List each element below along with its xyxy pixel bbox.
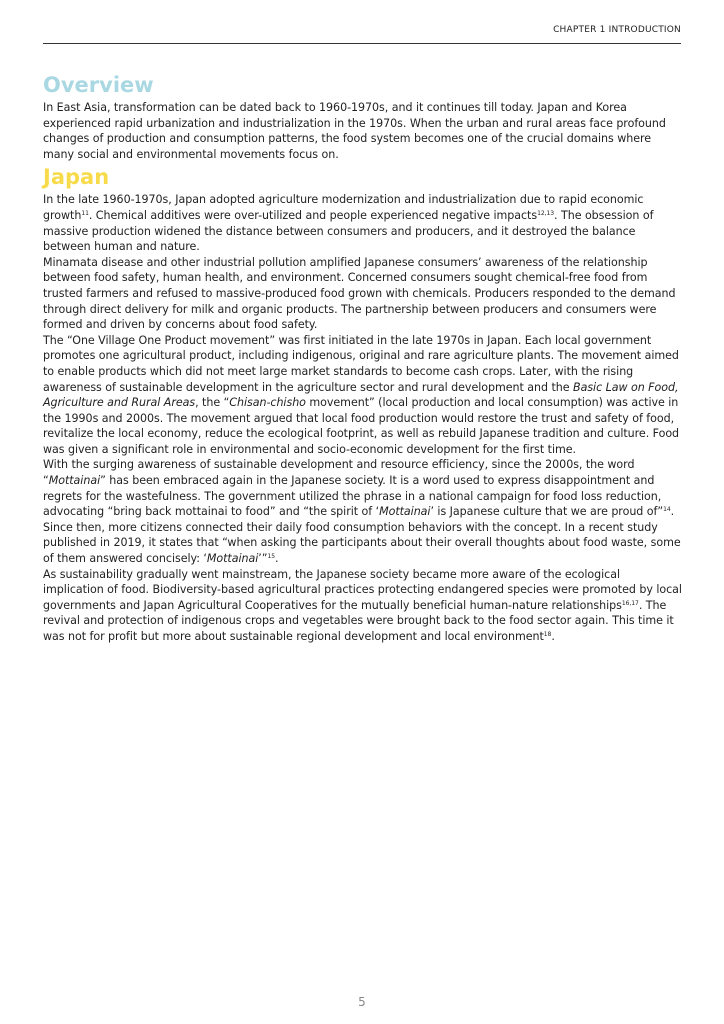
header-divider xyxy=(43,43,681,44)
law-title: Basic Law on Food, Agriculture and Rural Areas xyxy=(43,380,679,410)
footnote-ref: 18 xyxy=(543,631,552,638)
japan-paragraph-2: Minamata disease and other industrial pollution amplified Japanese consumers’ awareness of the relationship between food safety, human health, and environment. Concerned consumers sought chemical-free food from trusted farmers and refused to massive-produced food grown with chemicals. Producers responded to the demand through direct delivery for milk and organic products. The partnership between producers and consumers were formed and driven by concerns about food safety. xyxy=(43,255,676,332)
chisan-chisho-term: Chisan-chisho xyxy=(229,396,306,410)
page-number: 5 xyxy=(358,995,366,1009)
running-header: CHAPTER 1 INTRODUCTION xyxy=(553,25,681,35)
footnote-ref: 12,13 xyxy=(537,209,555,217)
japan-paragraph-1: In the late 1960-1970s, Japan adopted agriculture modernization and industrialization due to rapid economic growth$^{11}$. Chemical additives were over-utilized and people experienced negative impacts$^{12,13}$. The obsession of massive production widened the distance between consumers and producers, and it destroyed the balance between human and nature. xyxy=(43,193,654,254)
japan-paragraph-3: The “One Village One Product movement” was first initiated in the late 1970s in Japan. Each local government promotes one agricultural product, including indigenous, original and rare agriculture plants. The movement aimed to enable products which did not meet large market standards to become cash crops. Later, with the rising awareness of sustainable development in the agriculture sector and rural development and the Basic Law on Food, Agriculture and Rural Areas, the “Chisan-chisho movement” (local production and local consumption) was active in the 1990s and 2000s. The movement argued that local food production would restore the trust and safety of food, revitalize the local economy, reduce the ecological footprint, as well as rebuild Japanese tradition and culture. Food was given a significant role in environmental and socio-economic development for the first time. xyxy=(43,333,680,456)
japan-paragraph-4: With the surging awareness of sustainable development and resource efficiency, since the 2000s, the word “Mottainai” has been embraced again in the Japanese society. It is a word used to express disappointment and regrets for the wastefulness. The government utilized the phrase in a national campaign for food loss reduction, advocating “bring back mottainai to food” and “the spirit of ‘Mottainai’ is Japanese culture that we are proud of”$^{14}$. Since then, more citizens connected their daily food consumption behaviors with the concept. In a recent study published in 2019, it states that “when asking the participants about their overall thoughts about food waste, some of them answered concisely: ‘Mottainai’”$^{15}$. xyxy=(43,458,681,566)
footnote-ref: 15 xyxy=(267,553,276,561)
footnote-ref: 14 xyxy=(663,506,671,514)
mottainai-term: Mottainai xyxy=(379,505,431,519)
footnote-ref: 16,17 xyxy=(621,599,639,607)
page-content xyxy=(43,70,683,645)
japan-paragraph-5: As sustainability gradually went mainstream, the Japanese society became more aware of the ecological implication of food. Biodiversity-based agricultural practices protecting endangered species were promoted by local governments and Japan Agricultural Cooperatives for the mutually beneficial human-nature relationships$^{16,17}$. The revival and protection of indigenous crops and vegetables were brought back to the food sector again. This time it was not for profit but more about sustainable regional development and local environment$^{18}$. xyxy=(43,567,682,643)
overview-heading: Overview xyxy=(43,73,154,97)
mottainai-term: Mottainai xyxy=(48,474,101,488)
overview-paragraph: In East Asia, transformation can be dated back to 1960-1970s, and it continues till today. Japan and Korea experienced rapid urbanization and industrialization in the 1970s. When the urban and rural areas face profound changes of production and consumption patterns, the food system becomes one of the crucial domains where many social and environmental movements focus on. xyxy=(43,101,666,161)
mottainai-term: Mottainai xyxy=(206,552,259,566)
footnote-ref: 11 xyxy=(81,209,89,217)
japan-heading: Japan xyxy=(43,165,110,190)
